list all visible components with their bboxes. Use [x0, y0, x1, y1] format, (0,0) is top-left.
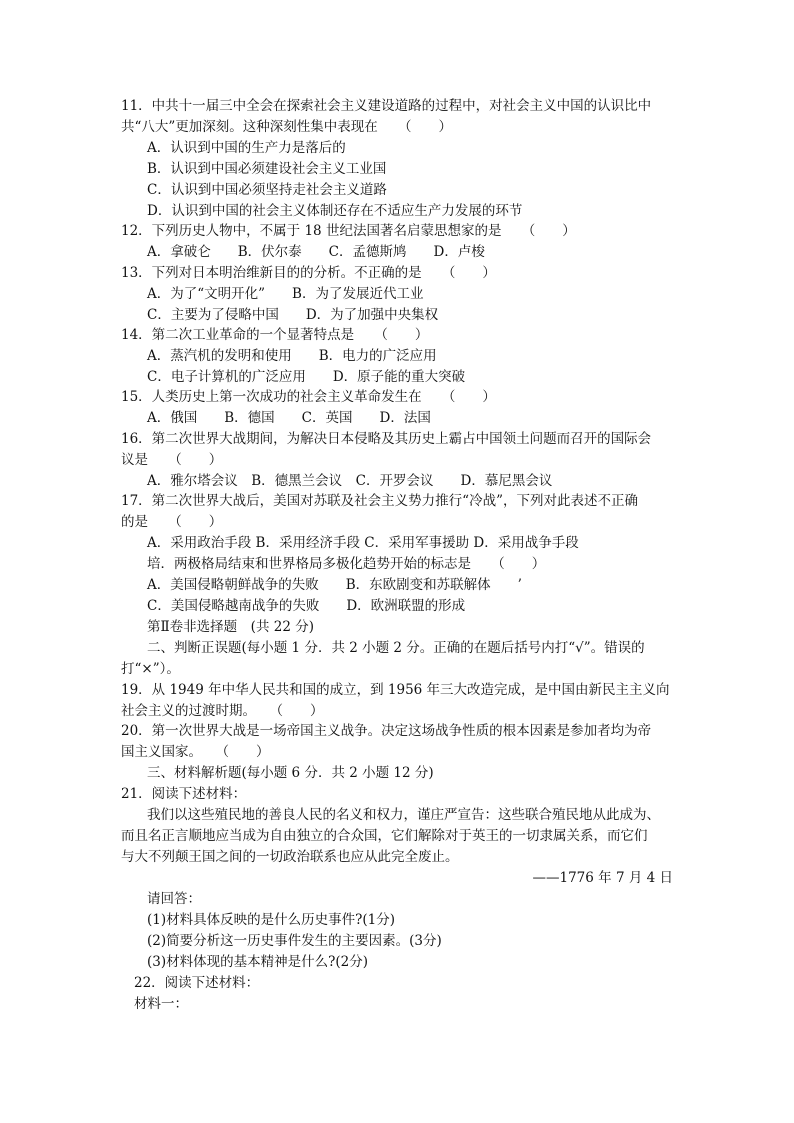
- q19-stem-line1: 19．从 1949 年中华人民共和国的成立，到 1956 年三大改造完成，是中国由新民主主义向: [121, 682, 670, 698]
- q21-stem: 21．阅读下述材料：: [121, 786, 247, 802]
- q16-stem-line1: 16．第二次世界大战期间，为解决日本侵略及其历史上霸占中国领土问题而召开的国际会: [121, 431, 652, 447]
- true-false-instructions-line2: 打“×”）。: [121, 661, 180, 677]
- q14-stem: 14．第二次工业革命的一个显著特点是 （ ）: [121, 327, 429, 343]
- q14-options-cd: C．电子计算机的广泛应用 D．原子能的重大突破: [147, 369, 466, 385]
- q21-material-line3: 与大不列颠王国之间的一切政治联系也应从此完全废止。: [121, 849, 459, 865]
- q17-stem-line1: 17．第二次世界大战后，美国对苏联及社会主义势力推行“冷战”，下列对此表述不正确: [121, 493, 638, 509]
- q15-stem: 15．人类历史上第一次成功的社会主义革命发生在 （ ）: [121, 389, 496, 405]
- q21-material-line1: 我们以这些殖民地的善良人民的名义和权力，谨庄严宣告：这些联合殖民地从此成为、: [147, 807, 660, 823]
- q12-options: A．拿破仑 B．伏尔泰 C．孟德斯鸠 D．卢梭: [147, 244, 485, 260]
- q11-option-a: A．认识到中国的生产力是落后的: [147, 140, 346, 156]
- q19-stem-line2: 社会主义的过渡时期。 （ ）: [121, 703, 324, 719]
- q18-options-ab: A．美国侵略朝鲜战争的失败 B．东欧剧变和苏联解体 ’: [147, 577, 522, 593]
- q16-stem-line2: 议是 （ ）: [121, 452, 223, 468]
- q14-options-ab: A．蒸汽机的发明和使用 B．电力的广泛应用: [147, 348, 437, 364]
- q16-options: A．雅尔塔会议 B．德黑兰会议 C．开罗会议 D．慕尼黑会议: [147, 473, 553, 489]
- q17-stem-line2: 的是 （ ）: [121, 514, 223, 530]
- q22-stem: 22．阅读下述材料：: [134, 975, 260, 991]
- material-analysis-heading: 三、材料解析题(每小题 6 分．共 2 小题 12 分): [147, 765, 434, 781]
- q18-options-cd: C．美国侵略越南战争的失败 D．欧洲联盟的形成: [147, 598, 466, 614]
- q20-stem-line2: 国主义国家。 （ ）: [121, 744, 270, 760]
- q18-stem: 培．两极格局结束和世界格局多极化趋势开始的标志是 （ ）: [147, 556, 546, 572]
- q21-material-date: ——1776 年 7 月 4 日: [532, 870, 673, 886]
- q21-subquestion-2: (2)简要分析这一历史事件发生的主要因素。(3分): [147, 933, 442, 949]
- q17-options: A．采用政治手段 B．采用经济手段 C．采用军事援助 D．采用战争手段: [147, 535, 579, 551]
- q15-options: A．俄国 B．德国 C．英国 D．法国: [147, 410, 431, 426]
- q21-prompt: 请回答：: [147, 891, 201, 907]
- q13-stem: 13．下列对日本明治维新目的的分析。不正确的是 （ ）: [121, 265, 496, 281]
- q11-stem-line1: 11．中共十一届三中全会在探索社会主义建设道路的过程中，对社会主义中国的认识比中: [121, 98, 652, 114]
- q13-options-cd: C．主要为了侵略中国 D．为了加强中央集权: [147, 307, 439, 323]
- q11-stem-line2: 共“八大”更加深刻。这种深刻性集中表现在 （ ）: [121, 119, 453, 135]
- q21-subquestion-1: (1)材料具体反映的是什么历史事件?(1分): [147, 912, 395, 928]
- q11-option-d: D．认识到中国的社会主义体制还存在不适应生产力发展的环节: [147, 203, 523, 219]
- q22-material-one-label: 材料一：: [134, 996, 188, 1012]
- section-2-heading: 第Ⅱ卷非选择题 (共 22 分): [147, 619, 314, 635]
- q21-material-line2: 而且名正言顺地应当成为自由独立的合众国，它们解除对于英王的一切隶属关系，而它们: [121, 828, 648, 844]
- q11-option-c: C．认识到中国必须坚持走社会主义道路: [147, 182, 387, 198]
- q12-stem: 12．下列历史人物中，不属于 18 世纪法国著名启蒙思想家的是 （ ）: [121, 223, 576, 239]
- q20-stem-line1: 20．第一次世界大战是一场帝国主义战争。决定这场战争性质的根本因素是参加者均为帝: [121, 723, 652, 739]
- q11-option-b: B．认识到中国必须建设社会主义工业国: [147, 161, 387, 177]
- q13-options-ab: A．为了“文明开化” B．为了发展近代工业: [147, 286, 424, 302]
- q21-subquestion-3: (3)材料体现的基本精神是什么?(2分): [147, 954, 368, 970]
- true-false-instructions-line1: 二、判断正误题(每小题 1 分．共 2 小题 2 分。正确的在题后括号内打“√”。错误的: [147, 640, 645, 656]
